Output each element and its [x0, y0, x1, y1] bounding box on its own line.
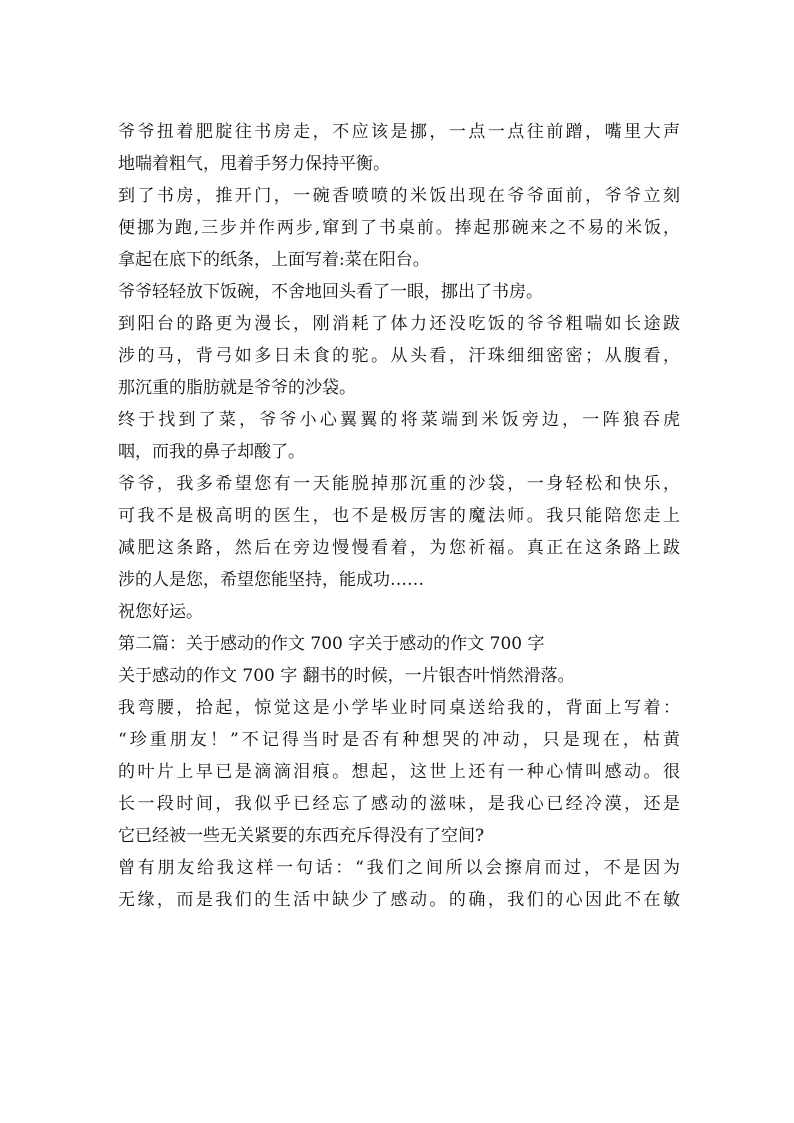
text-line: 无缘，而是我们的生活中缺少了感动。的确，我们的心因此不在敏 [118, 890, 680, 910]
text-line: 的叶片上早已是滴滴泪痕。想起，这世上还有一种心情叫感动。很 [118, 762, 680, 782]
text-line: 祝您好运。 [118, 602, 203, 622]
text-line: 到阳台的路更为漫长，刚消耗了体力还没吃饭的爷爷粗喘如长途跋 [118, 314, 680, 334]
text-line: 咽，而我的鼻子却酸了。 [118, 442, 305, 462]
text-line: 爷爷，我多希望您有一天能脱掉那沉重的沙袋，一身轻松和快乐， [118, 474, 680, 494]
text-line: 爷爷轻轻放下饭碗，不舍地回头看了一眼，挪出了书房。 [118, 282, 543, 302]
section-heading: 第二篇：关于感动的作文 700 字关于感动的作文 700 字 [118, 634, 545, 654]
text-line: 长一段时间，我似乎已经忘了感动的滋味，是我心已经冷漠，还是 [118, 794, 680, 814]
document-body [118, 116, 680, 916]
text-line: 曾有朋友给我这样一句话：“我们之间所以会擦肩而过，不是因为 [118, 858, 680, 878]
text-line: 地喘着粗气，甩着手努力保持平衡。 [118, 154, 390, 174]
text-line: 可我不是极高明的医生，也不是极厉害的魔法师。我只能陪您走上 [118, 506, 680, 526]
text-line: 涉的马，背弓如多日未食的驼。从头看，汗珠细细密密；从腹看， [118, 346, 680, 366]
text-line: “珍重朋友！”不记得当时是否有种想哭的冲动，只是现在，枯黄 [118, 730, 680, 750]
text-line: 到了书房，推开门，一碗香喷喷的米饭出现在爷爷面前，爷爷立刻 [118, 186, 680, 206]
text-line: 减肥这条路，然后在旁边慢慢看着，为您祈福。真正在这条路上跋 [118, 538, 680, 558]
text-line: 关于感动的作文 700 字 翻书的时候，一片银杏叶悄然滑落。 [118, 666, 575, 686]
text-line: 涉的人是您，希望您能坚持，能成功…… [118, 570, 424, 590]
text-line: 我弯腰，拾起，惊觉这是小学毕业时同桌送给我的，背面上写着： [118, 698, 680, 718]
text-line: 拿起在底下的纸条，上面写着:菜在阳台。 [118, 250, 430, 270]
text-line: 那沉重的脂肪就是爷爷的沙袋。 [118, 378, 356, 398]
text-line: 爷爷扭着肥腚往书房走，不应该是挪，一点一点往前蹭，嘴里大声 [118, 122, 680, 142]
text-line: 便挪为跑,三步并作两步,窜到了书桌前。捧起那碗来之不易的米饭， [118, 218, 680, 238]
text-line: 它已经被一些无关紧要的东西充斥得没有了空间? [118, 826, 485, 846]
text-line: 终于找到了菜，爷爷小心翼翼的将菜端到米饭旁边，一阵狼吞虎 [118, 410, 680, 430]
